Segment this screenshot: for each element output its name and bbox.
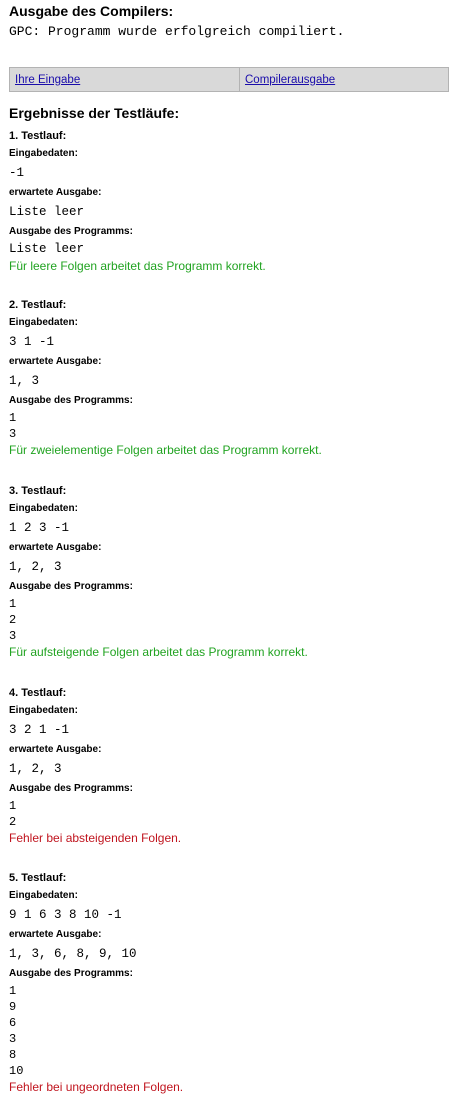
program-output-line: 2 [9, 613, 17, 627]
verdict-ok: Für leere Folgen arbeitet das Programm korrekt. [9, 259, 266, 273]
expected-value: 1, 2, 3 [9, 762, 62, 776]
program-output-line: 1 [9, 597, 17, 611]
expected-label: erwartete Ausgabe: [9, 542, 102, 553]
program-output-label: Ausgabe des Programms: [9, 226, 133, 237]
program-output-line: 2 [9, 815, 17, 829]
verdict-error: Fehler bei ungeordneten Folgen. [9, 1080, 184, 1094]
input-value: -1 [9, 166, 25, 180]
program-output-line: 10 [9, 1064, 24, 1078]
test-run-3 [9, 482, 439, 660]
input-label: Eingabedaten: [9, 317, 78, 328]
expected-value: 1, 3 [9, 374, 40, 388]
expected-value: Liste leer [9, 205, 85, 219]
expected-label: erwartete Ausgabe: [9, 187, 102, 198]
verdict-ok: Für aufsteigende Folgen arbeitet das Programm korrekt. [9, 645, 308, 659]
input-value: 9 1 6 3 8 10 -1 [9, 908, 122, 922]
run-title: 2. Testlauf: [9, 299, 67, 311]
program-output-line: 8 [9, 1048, 17, 1062]
test-run-2 [9, 296, 439, 458]
tab-bar [9, 67, 449, 92]
program-output-label: Ausgabe des Programms: [9, 968, 133, 979]
program-output-line: 3 [9, 427, 17, 441]
results-heading: Ergebnisse der Testläufe: [9, 105, 180, 121]
expected-label: erwartete Ausgabe: [9, 929, 102, 940]
input-label: Eingabedaten: [9, 503, 78, 514]
expected-label: erwartete Ausgabe: [9, 356, 102, 367]
input-value: 3 1 -1 [9, 335, 55, 349]
run-title: 5. Testlauf: [9, 872, 67, 884]
test-run-1 [9, 127, 439, 274]
program-output-line: 1 [9, 411, 17, 425]
input-label: Eingabedaten: [9, 890, 78, 901]
compiler-message: GPC: Programm wurde erfolgreich compiliert. [9, 24, 345, 39]
program-output-label: Ausgabe des Programms: [9, 581, 133, 592]
program-output-line: 9 [9, 1000, 17, 1014]
tab-ihre-eingabe[interactable]: Ihre Eingabe [10, 68, 240, 91]
verdict-error: Fehler bei absteigenden Folgen. [9, 831, 182, 845]
run-title: 4. Testlauf: [9, 687, 67, 699]
program-output-line: 1 [9, 984, 17, 998]
tab-compilerausgabe[interactable]: Compilerausgabe [245, 73, 336, 86]
expected-value: 1, 3, 6, 8, 9, 10 [9, 947, 137, 961]
program-output-line: 1 [9, 799, 17, 813]
input-label: Eingabedaten: [9, 705, 78, 716]
program-output-label: Ausgabe des Programms: [9, 395, 133, 406]
test-run-4 [9, 684, 439, 846]
program-output-line: 3 [9, 1032, 17, 1046]
compiler-heading: Ausgabe des Compilers: [9, 3, 174, 19]
input-value: 3 2 1 -1 [9, 723, 70, 737]
program-output-line: 3 [9, 629, 17, 643]
program-output-line: Liste leer [9, 242, 85, 256]
expected-value: 1, 2, 3 [9, 560, 62, 574]
input-label: Eingabedaten: [9, 148, 78, 159]
run-title: 1. Testlauf: [9, 130, 67, 142]
test-run-5 [9, 869, 439, 1095]
program-output-line: 6 [9, 1016, 17, 1030]
program-output-label: Ausgabe des Programms: [9, 783, 133, 794]
input-value: 1 2 3 -1 [9, 521, 70, 535]
expected-label: erwartete Ausgabe: [9, 744, 102, 755]
verdict-ok: Für zweielementige Folgen arbeitet das Programm korrekt. [9, 443, 322, 457]
run-title: 3. Testlauf: [9, 485, 67, 497]
